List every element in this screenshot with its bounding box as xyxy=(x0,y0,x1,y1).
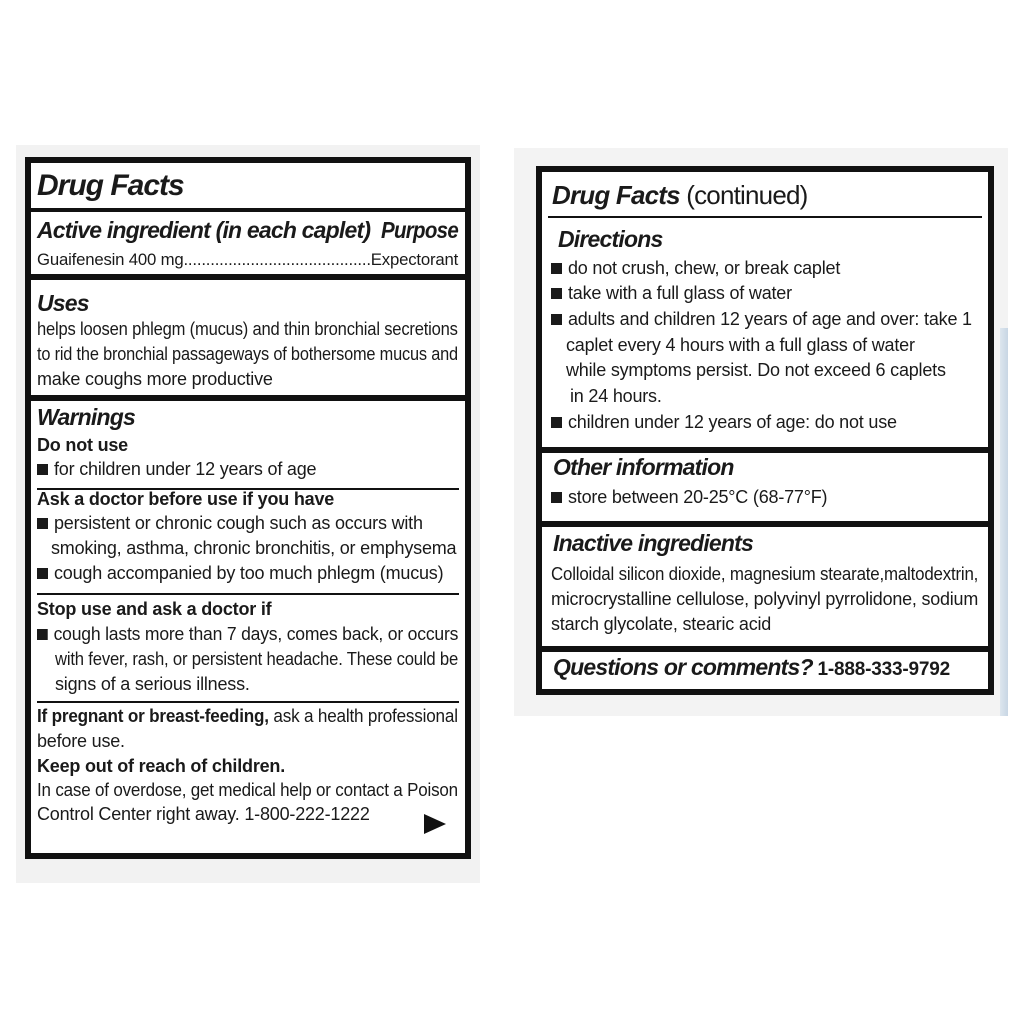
direction-item-2: take with a full glass of water xyxy=(551,281,792,305)
square-bullet-icon xyxy=(37,629,48,640)
right-title: Drug Facts (continued) xyxy=(552,180,808,210)
questions-row: Questions or comments? 1-888-333-9792 xyxy=(553,654,950,680)
direction-item-3: adults and children 12 years of age and over: take 1 xyxy=(551,307,972,331)
section-divider-warnings xyxy=(31,395,465,401)
do-not-use-heading: Do not use xyxy=(37,435,128,455)
square-bullet-icon xyxy=(551,417,562,428)
ask-doctor-heading: Ask a doctor before use if you have xyxy=(37,489,335,509)
pregnant-line-1: If pregnant or breast-feeding, ask a health professional xyxy=(37,706,458,726)
title-divider-right xyxy=(548,216,982,218)
uses-line-3: make coughs more productive xyxy=(37,369,273,389)
square-bullet-icon xyxy=(551,314,562,325)
section-divider-uses xyxy=(31,274,465,280)
do-not-use-item: for children under 12 years of age xyxy=(37,457,316,481)
inactive-line-1: Colloidal silicon dioxide, magnesium stearate,maltodextrin, xyxy=(551,564,979,584)
stop-use-item: cough lasts more than 7 days, comes back, or occurs xyxy=(37,622,458,646)
continue-arrow-icon xyxy=(424,814,446,834)
direction-item-3-line-4: in 24 hours. xyxy=(570,386,662,406)
stop-use-line-3: signs of a serious illness. xyxy=(55,674,250,694)
uses-line-2: to rid the bronchial passageways of bothersome mucus and xyxy=(37,344,458,364)
title-divider xyxy=(31,208,465,212)
other-info-heading: Other information xyxy=(553,454,734,480)
subsection-divider-pregnant xyxy=(37,701,459,703)
square-bullet-icon xyxy=(551,263,562,274)
ask-doctor-item-1-cont: smoking, asthma, chronic bronchitis, or emphysema xyxy=(51,538,457,558)
inactive-heading: Inactive ingredients xyxy=(553,530,754,556)
active-ingredient-heading: Active ingredient (in each caplet) xyxy=(37,217,371,243)
direction-item-1: do not crush, chew, or break caplet xyxy=(551,256,840,280)
questions-phone: 1-888-333-9792 xyxy=(817,659,950,680)
direction-item-3-line-2: caplet every 4 hours with a full glass of water xyxy=(566,335,915,355)
inactive-line-3: starch glycolate, stearic acid xyxy=(551,614,772,634)
left-title: Drug Facts xyxy=(37,169,184,202)
directions-heading: Directions xyxy=(558,226,663,252)
inactive-line-2: microcrystalline cellulose, polyvinyl pyrrolidone, sodium xyxy=(551,589,979,609)
warnings-heading: Warnings xyxy=(37,404,135,430)
square-bullet-icon xyxy=(551,288,562,299)
ask-doctor-item-2: cough accompanied by too much phlegm (mucus) xyxy=(37,561,443,585)
overdose-line-2: Control Center right away. 1-800-222-1222 xyxy=(37,804,370,824)
subsection-divider-stop-use xyxy=(37,593,459,595)
keep-out-heading: Keep out of reach of children. xyxy=(37,756,286,776)
square-bullet-icon xyxy=(37,568,48,579)
overdose-line-1: In case of overdose, get medical help or contact a Poison xyxy=(37,780,458,800)
ingredient-row: Guaifenesin 400 mg..........................................Expectorant xyxy=(37,250,459,269)
stop-use-line-2: with fever, rash, or persistent headache. These could be xyxy=(55,649,459,669)
square-bullet-icon xyxy=(37,464,48,475)
uses-heading: Uses xyxy=(37,290,89,316)
square-bullet-icon xyxy=(551,492,562,503)
other-info-item: store between 20-25°C (68-77°F) xyxy=(551,485,827,509)
direction-item-3-line-3: while symptoms persist. Do not exceed 6 caplets xyxy=(566,360,946,380)
stop-use-heading: Stop use and ask a doctor if xyxy=(37,599,272,619)
purpose-heading: Purpose xyxy=(381,217,459,243)
direction-item-4: children under 12 years of age: do not use xyxy=(551,410,897,434)
ask-doctor-item-1: persistent or chronic cough such as occurs with xyxy=(37,511,423,535)
section-divider-inactive xyxy=(542,521,988,527)
square-bullet-icon xyxy=(37,518,48,529)
uses-line-1: helps loosen phlegm (mucus) and thin bronchial secretions xyxy=(37,319,458,339)
pregnant-line-2: before use. xyxy=(37,731,125,751)
